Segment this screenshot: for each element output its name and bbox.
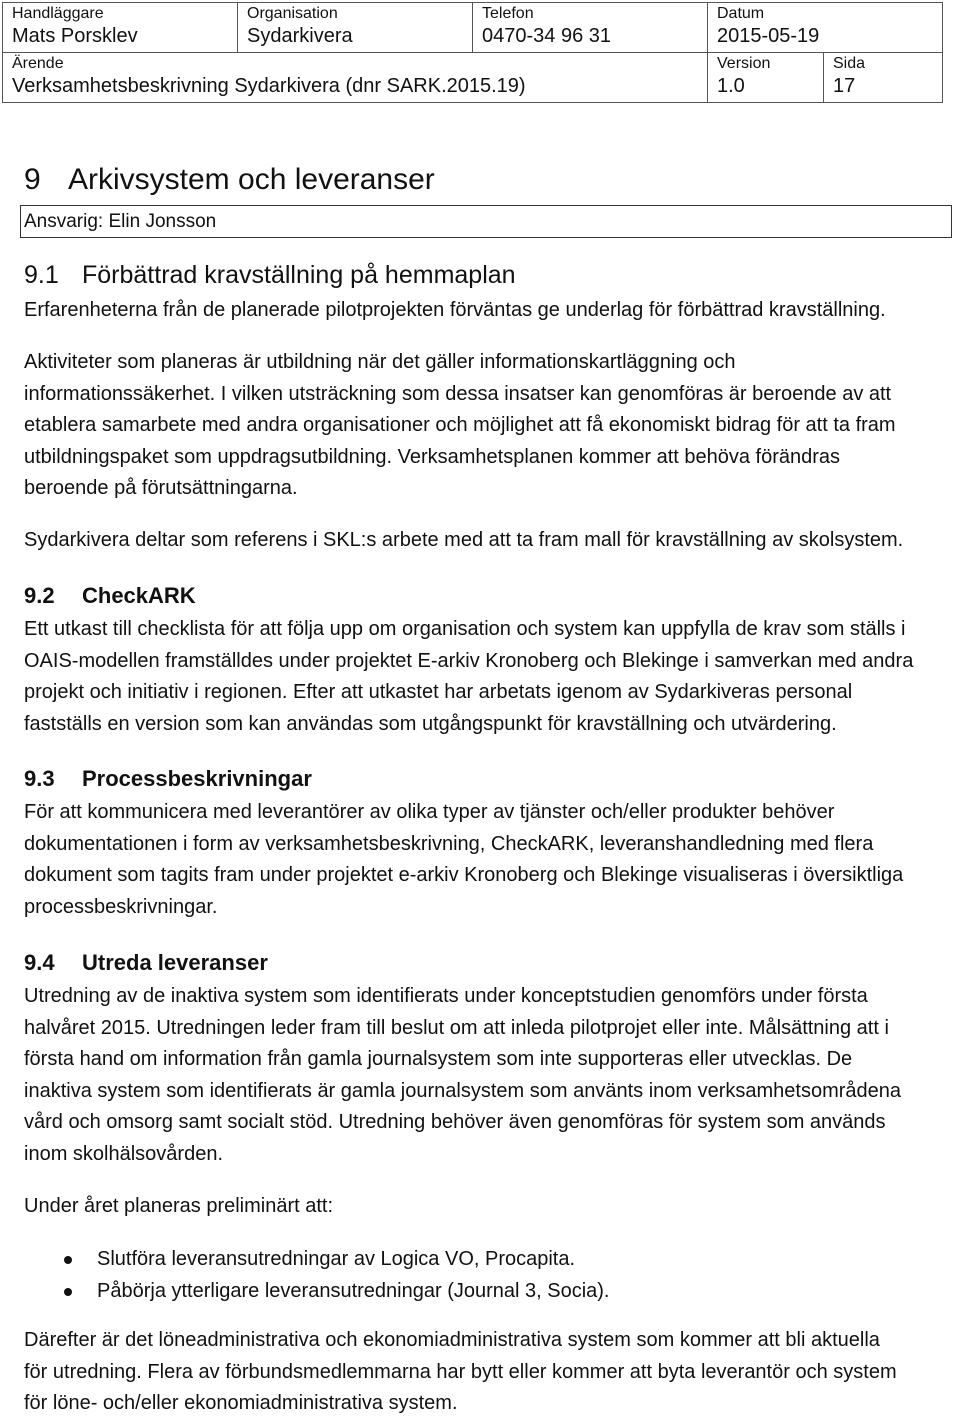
paragraph: Aktiviteter som planeras är utbildning när det gäller informationskartläggning och informationssäkerhet. I vilken utsträckning som dessa insatser kan genomföras är beroende av att etablera samarbete med andra organisationer och möjlighet att få ekonomiskt bidrag för att ta fram utbildningspaket som uppdragsutbildning. Verksamhetsplanen kommer att behöva förändras beroende på förutsättningarna. xyxy=(24,351,896,499)
arende-cell xyxy=(3,53,708,103)
section-heading-9-2 xyxy=(24,582,196,610)
bullet-icon xyxy=(64,1288,72,1296)
version-cell xyxy=(708,53,824,103)
section-number: 9.2 xyxy=(24,583,55,608)
version-label: Version xyxy=(717,55,771,72)
section-title: Processbeskrivningar xyxy=(82,766,312,791)
section-number: 9.1 xyxy=(24,261,59,289)
arende-value: Verksamhetsbeskrivning Sydarkivera (dnr SARK.2015.19) xyxy=(12,75,526,97)
version-value: 1.0 xyxy=(717,75,745,97)
section-title: Utreda leveranser xyxy=(82,950,268,975)
section-title: CheckARK xyxy=(82,583,196,608)
organisation-label: Organisation xyxy=(247,5,338,22)
list-item-text: Påbörja ytterligare leveransutredningar (Journal 3, Socia). xyxy=(97,1280,610,1302)
telefon-value: 0470-34 96 31 xyxy=(482,25,612,47)
document-header-table xyxy=(2,2,943,103)
paragraph: För att kommunicera med leverantörer av olika typer av tjänster och/eller produkter behöver dokumentationen i form av verksamhetsbeskrivning, CheckARK, leveranshandledning med flera dokument som tagits fram under projektet e-arkiv Kronoberg och Blekinge visualiseras i översiktliga processbeskrivningar. xyxy=(24,801,904,918)
bullet-icon xyxy=(64,1256,72,1264)
paragraph: Erfarenheterna från de planerade pilotprojekten förväntas ge underlag för förbättrad kravställning. xyxy=(24,299,886,321)
section-number: 9.4 xyxy=(24,950,55,975)
handlaggare-cell xyxy=(3,3,238,53)
paragraph: Därefter är det löneadministrativa och ekonomiadministrativa system som kommer att bli aktuella för utredning. Flera av förbundsmedlemmarna har bytt eller kommer att byta leverantör och system för löne- och/eller ekonomiadministrativa system. xyxy=(24,1329,897,1414)
datum-cell xyxy=(708,3,943,53)
chapter-number: 9 xyxy=(24,163,41,196)
datum-label: Datum xyxy=(717,5,765,22)
list-item-text: Slutföra leveransutredningar av Logica VO, Procapita. xyxy=(97,1248,576,1270)
paragraph: Ett utkast till checklista för att följa upp om organisation och system kan uppfylla de krav som ställs i OAIS-modellen framställdes under projektet E-arkiv Kronoberg och Blekinge i samverkan med andra projekt och initiativ i regionen. Efter att utkastet har arbetats igenom av Sydarkiveras personal fastställs en version som kan användas som utgångspunkt för kravställning och utvärdering. xyxy=(24,618,914,735)
paragraph: Utredning av de inaktiva system som identifierats under konceptstudien genomförs under första halvåret 2015. Utredningen leder fram till beslut om att inleda pilotprojet eller inte. Målsättning att i första hand om information från gamla journalsystem som inte supporteras eller utvecklas. De inaktiva system som identifierats är gamla journalsystem som använts inom verksamhetsområdena vård och omsorg samt socialt stöd. Utredning behöver även genomföras för system som används inom skolhälsovården. xyxy=(24,985,902,1165)
paragraph: Sydarkivera deltar som referens i SKL:s arbete med att ta fram mall för kravställning av skolsystem. xyxy=(24,529,904,551)
chapter-heading xyxy=(24,162,435,198)
handlaggare-label: Handläggare xyxy=(12,5,104,22)
section-heading-9-4 xyxy=(24,949,268,977)
handlaggare-value: Mats Porsklev xyxy=(12,25,138,47)
sida-value: 17 xyxy=(833,75,856,97)
list-item xyxy=(24,1276,950,1308)
sida-cell xyxy=(824,53,943,103)
organisation-value: Sydarkivera xyxy=(247,25,353,47)
sida-label: Sida xyxy=(833,55,866,72)
section-number: 9.3 xyxy=(24,766,55,791)
telefon-cell xyxy=(473,3,708,53)
datum-value: 2015-05-19 xyxy=(717,25,820,47)
telefon-label: Telefon xyxy=(482,5,534,22)
section-title: Förbättrad kravställning på hemmaplan xyxy=(82,261,516,289)
organisation-cell xyxy=(238,3,473,53)
responsible-box: Ansvarig: Elin Jonsson xyxy=(20,205,952,238)
chapter-title: Arkivsystem och leveranser xyxy=(68,163,435,196)
arende-label: Ärende xyxy=(12,55,64,72)
list-item xyxy=(24,1244,950,1276)
section-heading-9-1 xyxy=(24,260,516,290)
paragraph: Under året planeras preliminärt att: xyxy=(24,1195,334,1217)
section-heading-9-3 xyxy=(24,765,312,793)
